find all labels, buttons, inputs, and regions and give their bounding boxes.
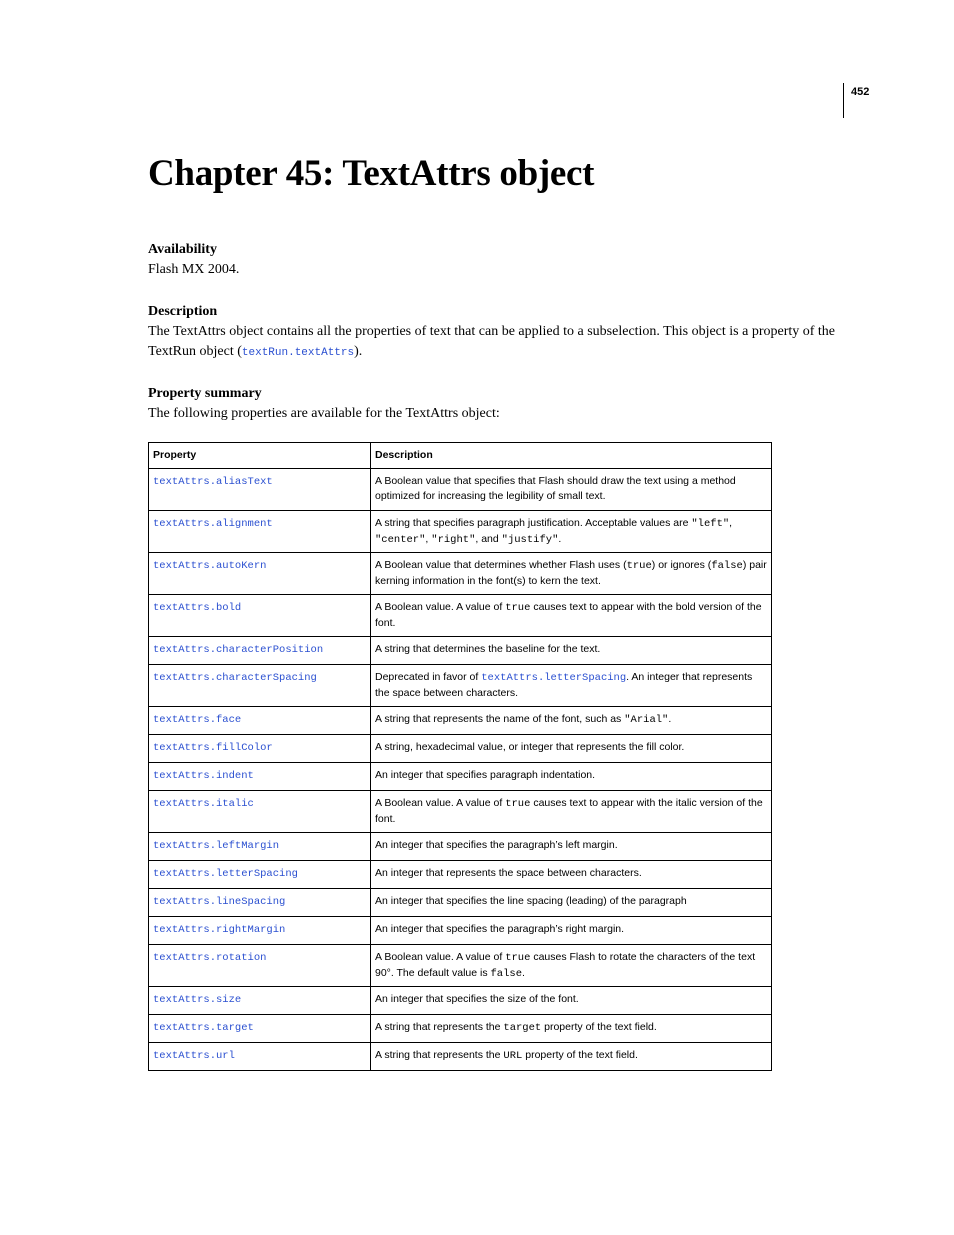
property-link[interactable]: textAttrs.face: [153, 714, 242, 726]
property-cell: [149, 1015, 371, 1043]
property-summary-intro: The following properties are available for the TextAttrs object:: [148, 406, 500, 421]
description-text: .: [522, 966, 525, 979]
description-heading: Description: [148, 304, 218, 319]
property-link[interactable]: textAttrs.aliasText: [153, 476, 273, 488]
description-cell: [371, 945, 772, 987]
description-cell: [371, 889, 772, 917]
table-row: [149, 707, 772, 735]
description-section: [148, 302, 848, 363]
property-link[interactable]: textAttrs.bold: [153, 602, 242, 614]
code-literal: "justify": [501, 533, 559, 546]
description-text: , and: [475, 532, 502, 545]
description-text: [148, 322, 848, 363]
property-cell: [149, 469, 371, 511]
code-literal: URL: [503, 1050, 523, 1062]
description-cell: [371, 861, 772, 889]
property-link[interactable]: textAttrs.characterPosition: [153, 644, 324, 656]
property-cell: [149, 861, 371, 889]
property-link[interactable]: textAttrs.target: [153, 1022, 254, 1034]
code-literal: "left": [691, 518, 730, 530]
table-row: [149, 833, 772, 861]
property-cell: [149, 735, 371, 763]
description-text: An integer that specifies the paragraph’s left margin.: [375, 839, 618, 851]
description-text: An integer that specifies the paragraph’s right margin.: [375, 923, 625, 935]
property-link[interactable]: textAttrs.lineSpacing: [153, 896, 286, 908]
description-text: ) or ignores (: [651, 559, 712, 571]
description-text: .: [668, 713, 672, 725]
description-cell: [371, 987, 772, 1015]
property-cell: [149, 665, 371, 707]
page-number-rule: [843, 83, 844, 118]
property-table-body: [149, 469, 772, 1071]
property-link[interactable]: textAttrs.fillColor: [153, 742, 273, 754]
textrun-textattrs-link[interactable]: textRun.textAttrs: [241, 347, 355, 359]
property-cell: [149, 1043, 371, 1071]
description-text: An integer that represents the space between characters.: [375, 867, 642, 879]
code-literal: "right": [431, 533, 476, 546]
table-row: [149, 1015, 772, 1043]
description-text: An integer that specifies the line spacing (leading) of the paragraph: [375, 895, 687, 907]
table-row: [149, 511, 772, 553]
property-link[interactable]: textAttrs.letterSpacing: [153, 868, 298, 880]
description-text-after: ).: [354, 344, 363, 359]
description-text: ,: [425, 532, 432, 545]
property-cell: [149, 707, 371, 735]
page-number: 452: [851, 86, 870, 98]
description-text: A string that represents the: [375, 1049, 504, 1061]
description-cell: [371, 1043, 772, 1071]
property-cell: [149, 763, 371, 791]
code-literal: "center": [375, 533, 426, 546]
cross-reference-link[interactable]: textAttrs.letterSpacing: [481, 672, 627, 684]
availability-heading: Availability: [148, 242, 217, 257]
table-row: [149, 917, 772, 945]
property-link[interactable]: textAttrs.rotation: [153, 952, 267, 964]
property-link[interactable]: textAttrs.size: [153, 994, 242, 1006]
code-literal: "Arial": [624, 714, 669, 726]
description-text: An integer that specifies the size of the font.: [375, 993, 579, 1005]
description-text: causes text to appear with the bold version of the font.: [375, 601, 762, 629]
property-cell: [149, 553, 371, 595]
description-text: A Boolean value. A value of: [375, 601, 506, 613]
table-row: [149, 553, 772, 595]
description-cell: [371, 637, 772, 665]
table-row: [149, 735, 772, 763]
code-literal: true: [626, 560, 652, 572]
description-text: .: [558, 532, 562, 545]
property-link[interactable]: textAttrs.autoKern: [153, 560, 267, 572]
property-link[interactable]: textAttrs.url: [153, 1050, 235, 1062]
property-link[interactable]: textAttrs.leftMargin: [153, 840, 280, 852]
table-row: [149, 945, 772, 987]
description-cell: [371, 511, 772, 553]
description-text-before: The TextAttrs object contains all the properties of text that can be applied to a subselection. This object is a property of the TextRun object (: [148, 324, 836, 359]
code-literal: true: [505, 952, 531, 964]
table-row: [149, 791, 772, 833]
description-text: causes text to appear with the italic version of the font.: [375, 797, 763, 825]
description-cell: [371, 553, 772, 595]
description-cell: [371, 665, 772, 707]
code-literal: false: [490, 967, 523, 980]
table-row: [149, 987, 772, 1015]
description-text: A Boolean value. A value of: [375, 797, 506, 809]
description-text: ,: [729, 517, 733, 529]
property-cell: [149, 511, 371, 553]
description-text: causes Flash to rotate the characters of the text 90°. The default value is: [375, 951, 756, 979]
description-text: A Boolean value that determines whether Flash uses (: [375, 559, 627, 571]
description-text: . An integer that represents the space between characters.: [375, 671, 753, 699]
property-cell: [149, 945, 371, 987]
property-cell: [149, 889, 371, 917]
description-text: A string that specifies paragraph justification. Acceptable values are: [375, 517, 692, 529]
property-summary-heading: Property summary: [148, 386, 262, 401]
code-literal: true: [505, 602, 531, 614]
table-row: [149, 595, 772, 637]
property-link[interactable]: textAttrs.indent: [153, 770, 254, 782]
property-link[interactable]: textAttrs.italic: [153, 798, 254, 810]
property-cell: [149, 833, 371, 861]
description-text: A Boolean value that specifies that Flash should draw the text using a method optimized for increasing the legibility of small text.: [375, 475, 736, 502]
description-cell: [371, 791, 772, 833]
code-literal: true: [505, 798, 531, 810]
property-summary-section: [148, 384, 848, 424]
column-header-description: Description: [371, 443, 772, 469]
property-cell: [149, 637, 371, 665]
column-header-property: Property: [149, 443, 371, 469]
description-cell: [371, 707, 772, 735]
property-link[interactable]: textAttrs.alignment: [153, 518, 273, 530]
table-row: [149, 763, 772, 791]
table-header-row: [149, 443, 772, 469]
table-row: [149, 469, 772, 511]
table-row: [149, 861, 772, 889]
property-cell: [149, 987, 371, 1015]
description-cell: [371, 595, 772, 637]
property-cell: [149, 917, 371, 945]
description-text: An integer that specifies paragraph indentation.: [375, 769, 596, 781]
property-link[interactable]: textAttrs.rightMargin: [153, 924, 286, 936]
description-cell: [371, 735, 772, 763]
description-text: Deprecated in favor of: [375, 671, 482, 683]
description-cell: [371, 469, 772, 511]
description-text: A string that represents the: [375, 1021, 504, 1033]
description-text: ) pair kerning information in the font(s) to kern the text.: [375, 559, 767, 587]
table-row: [149, 889, 772, 917]
description-text: A string that determines the baseline for the text.: [375, 643, 601, 655]
property-table: [148, 442, 772, 1071]
code-literal: false: [711, 560, 743, 572]
chapter-title: Chapter 45: TextAttrs object: [148, 153, 595, 194]
property-cell: [149, 595, 371, 637]
description-text: property of the text field.: [522, 1049, 638, 1061]
description-text: A string, hexadecimal value, or integer that represents the fill color.: [375, 741, 685, 753]
availability-section: [148, 240, 848, 280]
description-text: A Boolean value. A value of: [375, 951, 506, 963]
code-literal: target: [503, 1022, 542, 1034]
description-text: property of the text field.: [541, 1021, 657, 1033]
availability-text: Flash MX 2004.: [148, 262, 240, 277]
table-row: [149, 665, 772, 707]
description-cell: [371, 833, 772, 861]
description-text: A string that represents the name of the font, such as: [375, 713, 625, 725]
description-cell: [371, 1015, 772, 1043]
description-cell: [371, 763, 772, 791]
table-row: [149, 1043, 772, 1071]
property-cell: [149, 791, 371, 833]
table-row: [149, 637, 772, 665]
property-link[interactable]: textAttrs.characterSpacing: [153, 672, 317, 684]
description-cell: [371, 917, 772, 945]
